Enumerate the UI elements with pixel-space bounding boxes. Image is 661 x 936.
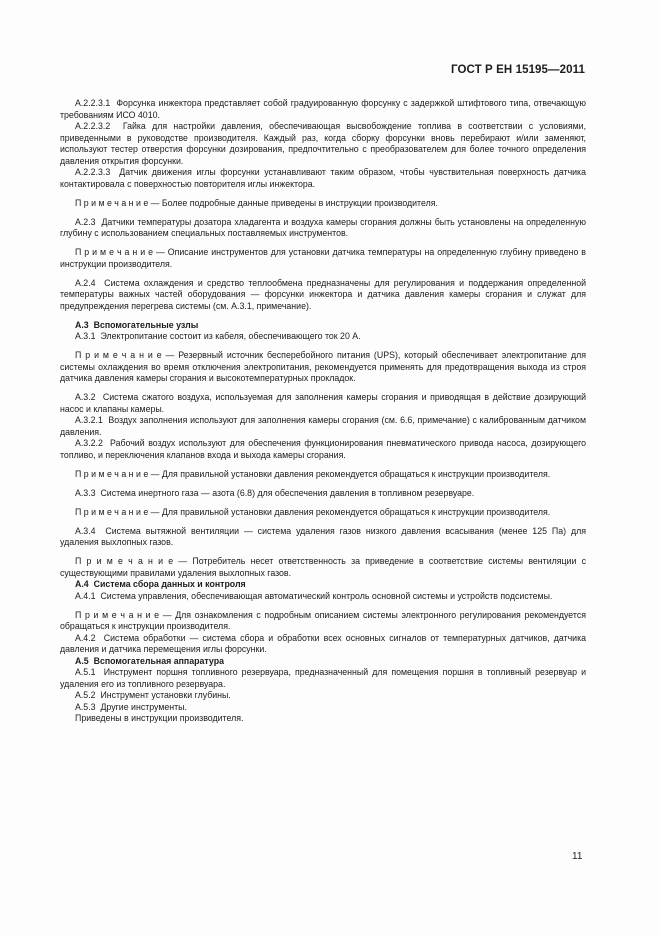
- note-label: П р и м е ч а н и е: [75, 468, 149, 479]
- clause-text: Другие инструменты.: [100, 701, 187, 712]
- clause-text: Электропитание состоит из кабеля, обеспечивающего ток 20 А.: [100, 331, 361, 341]
- note-text: — Для ознакомления с подробным описанием системы электронного регулирования рекомендуется обращаться к инструкции производителя.: [60, 609, 586, 631]
- clause-text: Датчик движения иглы форсунки устанавливают таким образом, чтобы чувствительная поверхность датчика контактировала с поверхностью повторителя иглы инжектора.: [60, 167, 586, 189]
- note-label: П р и м е ч а н и е: [75, 609, 160, 620]
- closing-sentence: [60, 713, 586, 725]
- clause-number: A.3.2: [75, 392, 96, 402]
- note-paragraph: [60, 247, 586, 270]
- clause-number: A.4.2: [75, 632, 96, 643]
- clause-text: Инструмент установки глубины.: [100, 690, 231, 700]
- clause-a-3-2-1: [60, 415, 586, 438]
- clause-number: A.2.2.3.1: [75, 98, 111, 108]
- clause-a-2-3: [60, 217, 586, 240]
- clause-text: Система обработки — система сбора и обработки всех основных сигналов от температурных датчиков, датчика давления и датчика перемещения иглы форсунки.: [60, 632, 587, 654]
- clause-a-5-2: [60, 690, 586, 702]
- clause-a-5-3: [60, 702, 586, 714]
- clause-a-2-2-3-3: [60, 167, 586, 190]
- clause-text: Датчики температуры дозатора хладагента и воздуха камеры сгорания должны быть установлены на определенную глубину с использованием специальных поставляемых инструментов.: [60, 216, 586, 238]
- clause-a-3-2: [60, 392, 586, 415]
- clause-a-4-2: [60, 633, 586, 656]
- note-paragraph: [60, 469, 586, 481]
- note-text: — Более подробные данные приведены в инструкции производителя.: [150, 197, 438, 208]
- clause-a-3-1: [60, 331, 586, 343]
- clause-number: A.2.4: [75, 277, 96, 288]
- note-text: — Для правильной установки давления рекомендуется обращаться к инструкции производителя.: [150, 506, 551, 517]
- clause-text: Инструмент поршня топливного резервуара, предназначенный для помещения поршня в топливный резервуар и удаления его из топливного резервуара.: [60, 667, 586, 689]
- clause-text: Рабочий воздух используют для обеспечения функционирования пневматического привода насоса, дозирующего топливо, и переключения клапанов входа и выхода камеры сгорания.: [60, 438, 586, 460]
- clause-text: Форсунка инжектора представляет собой градуированную форсунку с задержкой штифтового типа, отвечающую требованиям ИСО 4010.: [60, 98, 587, 120]
- section-heading-a-5: [60, 656, 586, 668]
- clause-number: A.3.3: [75, 487, 96, 498]
- note-text: — Резервный источник бесперебойного питания (UPS), который обеспечивает электропитание для системы охлаждения во время отключения электропитания, рекомендуется применять для предотвращения выхода из строя датчика давления камеры сгорания и высокотемпературных прокладок.: [60, 350, 586, 383]
- standard-header: ГОСТ Р ЕН 15195—2011: [450, 64, 585, 76]
- clause-number: A.2.2.3.3: [75, 167, 111, 177]
- note-text: — Описание инструментов для установки датчика температуры на определенную глубину приведено в инструкции производителя.: [60, 247, 586, 269]
- note-label: П р и м е ч а н и е: [75, 247, 153, 257]
- clause-text: Система управления, обеспечивающая автоматический контроль основной системы и устройств подсистемы.: [100, 590, 553, 601]
- note-text: — Потребитель несет ответственность за приведение в соответствие системы вентиляции с существующими правилами удаления выхлопных газов.: [60, 556, 586, 578]
- section-title: Вспомогательная аппаратура: [93, 655, 224, 666]
- note-label: П р и м е ч а н и е: [75, 506, 149, 517]
- page-number: 11: [572, 851, 583, 862]
- section-number: A.5: [75, 655, 89, 666]
- note-paragraph: [60, 198, 586, 210]
- clause-number: A.5.1: [75, 667, 96, 677]
- clause-number: A.5.2: [75, 690, 96, 700]
- note-paragraph: [60, 556, 586, 579]
- clause-number: A.3.2.1: [75, 415, 103, 425]
- clause-text: Приведены в инструкции производителя.: [75, 713, 244, 723]
- clause-a-2-2-3-2: [60, 121, 586, 167]
- clause-a-2-2-3-1: [60, 98, 586, 121]
- section-number: A.3: [75, 319, 89, 330]
- clause-text: Система вытяжной вентиляции — система удаления газов низкого давления всасывания (менее 125 Па) для удаления выхлопных газов.: [60, 525, 586, 547]
- note-label: П р и м е ч а н и е: [75, 556, 174, 566]
- section-heading-a-4: [60, 579, 586, 591]
- section-heading-a-3: [60, 320, 586, 332]
- clause-number: A.5.3: [75, 701, 96, 712]
- note-label: П р и м е ч а н и е: [75, 350, 162, 360]
- note-text: — Для правильной установки давления рекомендуется обращаться к инструкции производителя.: [150, 468, 551, 479]
- note-paragraph: [60, 350, 586, 385]
- clause-number: A.3.2.2: [75, 438, 103, 448]
- clause-a-3-3: [60, 488, 586, 500]
- clause-number: A.4.1: [75, 590, 96, 601]
- clause-text: Гайка для настройки давления, обеспечивающая высвобождение топлива в соответствии с условиями, приведенными в руководстве производителя. Каждый раз, когда сборку форсунки вновь перебирают и/или заменяют, используют тестер отверстия форсунки дозирования, предпочтительно с преобразователем для более точного определения давления открытия форсунки.: [60, 121, 587, 166]
- section-title: Вспомогательные узлы: [93, 319, 199, 330]
- note-label: П р и м е ч а н и е: [75, 197, 149, 208]
- clause-a-2-4: [60, 278, 586, 313]
- document-body: [60, 98, 586, 725]
- clause-text: Воздух заполнения используют для заполнения камеры сгорания (см. 6.6, примечание) с калиброванным датчиком давления.: [60, 415, 586, 437]
- note-paragraph: [60, 507, 586, 519]
- clause-number: A.3.4: [75, 525, 96, 536]
- clause-a-4-1: [60, 591, 586, 603]
- section-title: Система сбора данных и контроля: [93, 579, 246, 589]
- clause-a-5-1: [60, 667, 586, 690]
- clause-number: A.2.2.3.2: [75, 121, 111, 131]
- note-paragraph: [60, 610, 586, 633]
- clause-a-3-4: [60, 526, 586, 549]
- clause-text: Система охлаждения и средство теплообмена предназначены для регулирования и поддержания определенной температуры важных частей оборудования — форсунки инжектора и датчика давления камеры сгорания и служат для предупреждения перегрева системы (см. A.3.1, примечание).: [60, 277, 587, 311]
- clause-text: Система инертного газа — азота (6.8) для обеспечения давления в топливном резервуаре.: [100, 487, 475, 498]
- clause-a-3-2-2: [60, 438, 586, 461]
- clause-number: A.3.1: [75, 331, 96, 341]
- clause-number: A.2.3: [75, 216, 96, 227]
- clause-text: Система сжатого воздуха, используемая для заполнения камеры сгорания и приводящая в действие дозирующий насос и клапаны камеры.: [60, 392, 586, 414]
- section-number: A.4: [75, 579, 89, 589]
